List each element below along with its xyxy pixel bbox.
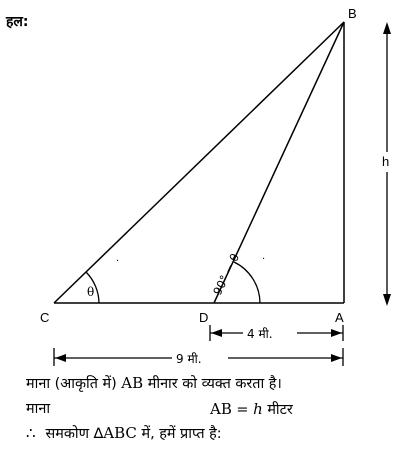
line1-prefix: माना (आकृति में) xyxy=(26,376,122,392)
line3-suffix: में, हमें प्राप्त है: xyxy=(136,426,222,442)
equation-ab-h xyxy=(210,400,293,419)
line2-equals: = xyxy=(231,402,254,418)
height-label: h xyxy=(382,154,390,169)
line1-suffix: मीनार को व्यक्त करता है। xyxy=(143,376,282,392)
statement-line-1 xyxy=(26,374,282,393)
line2-ab: AB xyxy=(210,400,232,418)
dim-da-label: 4 मी. xyxy=(247,327,273,341)
line2-h: h xyxy=(253,400,263,418)
vertex-b-label: B xyxy=(348,6,357,21)
vertex-c-label: C xyxy=(40,310,50,325)
dot-mark: · xyxy=(116,256,120,267)
dim-ca-label: 9 मी. xyxy=(176,352,202,366)
therefore-symbol: ∴ xyxy=(26,424,36,442)
height-arrow-top xyxy=(383,22,391,34)
solution-heading: हल: xyxy=(6,14,29,30)
angle-theta-label: θ xyxy=(87,285,95,299)
vertex-a-label: A xyxy=(335,310,344,325)
dim-ca-arrow-right xyxy=(331,354,342,362)
line3-abc: ABC xyxy=(103,424,137,442)
dim-ca-arrow-left xyxy=(55,354,66,362)
dot-mark: · xyxy=(262,254,266,265)
line2-prefix: माना xyxy=(26,401,51,417)
statement-line-2 xyxy=(26,400,50,418)
statement-line-3 xyxy=(26,424,222,443)
height-arrow-bottom xyxy=(383,294,391,306)
line1-ab: AB xyxy=(121,374,144,392)
side-cb xyxy=(54,22,344,303)
vertex-d-label: D xyxy=(199,310,209,325)
line2-unit: मीटर xyxy=(262,402,293,418)
dim-da-arrow-left xyxy=(211,329,222,337)
line3-prefix: समकोण ∆ xyxy=(45,426,104,442)
dim-da-arrow-right xyxy=(331,329,342,337)
angle-d-label: 90° − θ xyxy=(210,251,243,298)
angle-d-arc xyxy=(234,262,260,303)
